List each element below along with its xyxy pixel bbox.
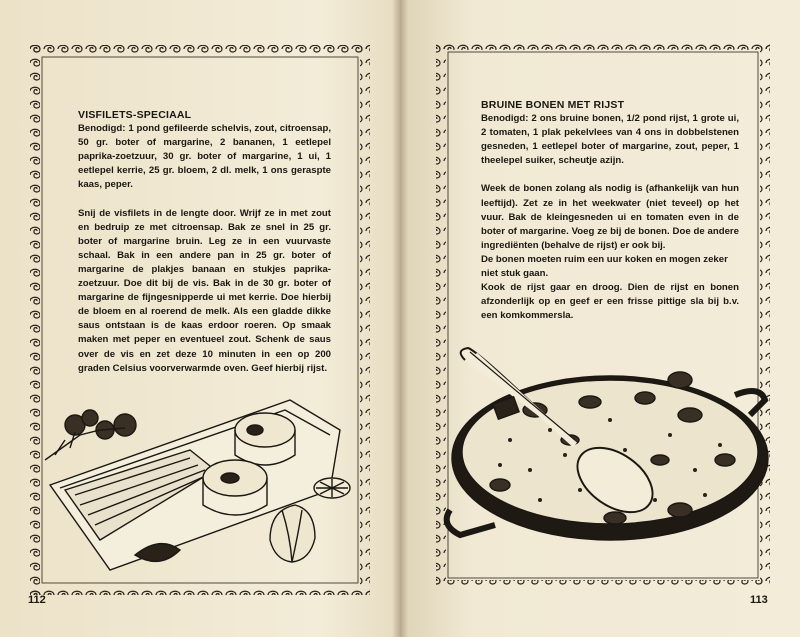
recipe-method-1: Week de bonen zolang als nodig is (afhankelijk van hun leeftijd). Zet ze in het weekwater (niet teveel) op het vuur. Bak de kleingesneden ui en tomaten even in de boter of margarine. Voeg ze bij de bonen. Doe de andere ingrediënten (behalve de rijst) er ook bij. <box>481 183 739 251</box>
recipe-method-3: Kook de rijst gaar en droog. Dien de rijst en bonen afzonderlijk op en geef er een frisse pittige sla bij b.v. een komkommersla. <box>481 282 739 322</box>
pan-illustration <box>440 340 780 560</box>
recipe-method-2: De bonen moeten ruim een uur koken en mogen zeker niet stuk gaan. <box>481 253 728 280</box>
page-number: 112 <box>28 594 46 606</box>
left-recipe <box>78 108 331 376</box>
fish-fillet-illustration <box>40 370 360 580</box>
recipe-ingredients: Benodigd: 2 ons bruine bonen, 1/2 pond rijst, 1 grote ui, 2 tomaten, 1 plak pekelvlees van 4 ons in dobbelstenen gesneden, 1 eetlepel boter of margarine, zout, peper, 1 theelepel suiker, scheutje azijn. <box>481 113 739 167</box>
recipe-title: BRUINE BONEN MET RIJST <box>481 99 625 111</box>
recipe-method: Snij de visfilets in de lengte door. Wrijf ze in met zout en bedruip ze met citroensap. Bak ze snel in 25 gr. boter of margarine bruin. Leg ze in een vuurvaste schaal. Bak in een andere pan in 25 gr. boter of margarine de plakjes banaan en stukjes paprika-zoetzuur. Doe dit bij de vis. Bak in de 30 gr. boter of margarine de fijngesnipperde ui met kerrie. Doe hierbij de bloem en al roerend de melk. Als een gladde dikke saus ontstaan is de kaas erdoor roeren. Op smaak maken met peper en eventueel zout. Schenk de saus over de vis en zet deze 10 minuten in een op 200 graden Celsius voorverwarmde oven. Geef hierbij rijst. <box>78 207 331 374</box>
recipe-title: VISFILETS-SPECIAAL <box>78 109 192 121</box>
page-number: 113 <box>750 594 768 606</box>
right-recipe <box>481 98 739 323</box>
recipe-ingredients: Benodigd: 1 pond gefileerde schelvis, zout, citroensap, 50 gr. boter of margarine, 2 bananen, 1 eetlepel paprika-zoetzuur, 30 gr. boter of margarine, 1 ui, 1 eetlepel kerrie, 25 gr. bloem, 2 dl. melk, 1 ons geraspte kaas, peper. <box>78 123 331 191</box>
right-page <box>400 0 800 637</box>
